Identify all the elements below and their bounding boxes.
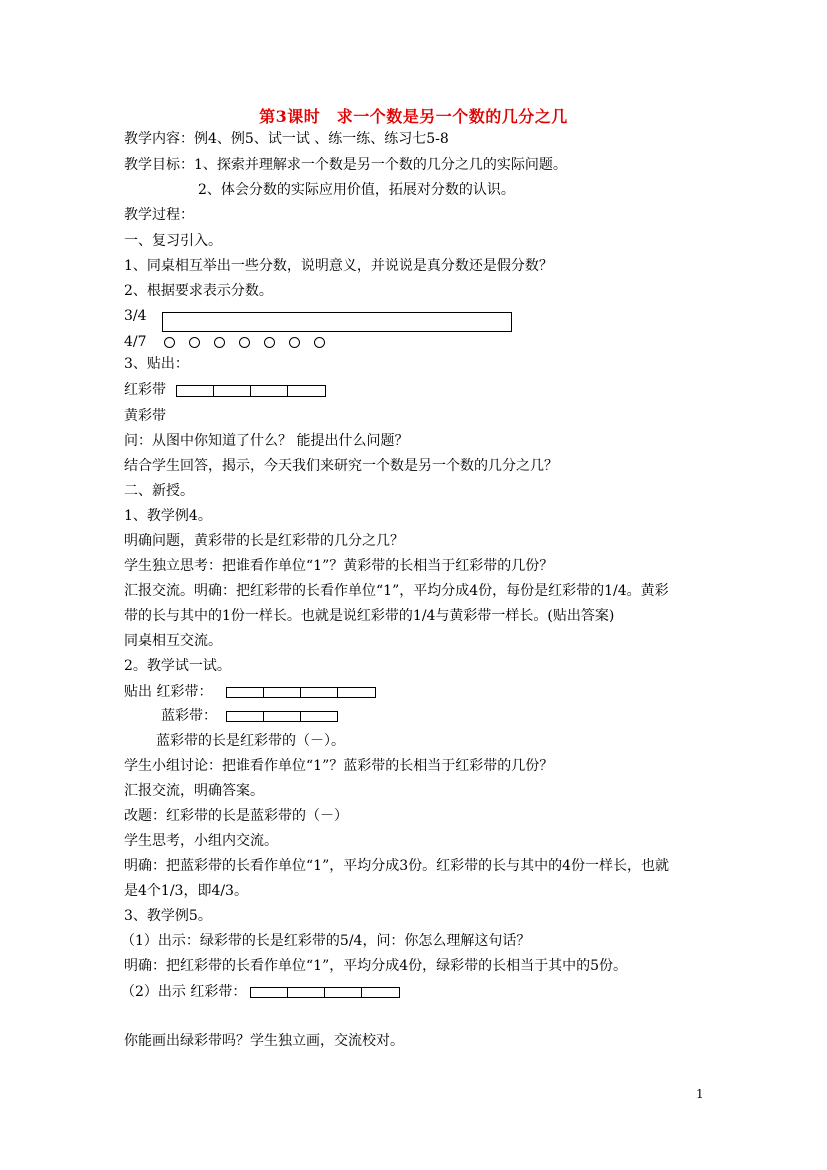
reveal-line: 结合学生回答，揭示，今天我们来研究一个数是另一个数的几分之几？ <box>124 458 558 474</box>
circle-shape <box>264 337 275 348</box>
try-group-discussion: 学生小组讨论：把谁看作单位“1”？蓝彩带的长相当于红彩带的几份？ <box>124 758 554 774</box>
example-4-heading: 1、教学例4。 <box>124 508 212 524</box>
example-4-report-1: 汇报交流。明确：把红彩带的长看作单位“1”，平均分成4份，每份是红彩带的1/4。黄彩 <box>124 583 669 599</box>
yellow-ribbon-label: 黄彩带 <box>124 408 166 424</box>
teaching-goal-1: 教学目标：1、探索并理解求一个数是另一个数的几分之几的实际问题。 <box>124 157 567 173</box>
fraction-3-4-label: 3/4 <box>124 308 147 324</box>
example-5-red-ribbon-bar <box>250 987 400 998</box>
red-ribbon-bar <box>176 385 326 397</box>
try-post-label: 贴出 红彩带： <box>124 684 213 700</box>
example-5-show: （1）出示：绿彩带的长是红彩带的5/4，问：你怎么理解这句话？ <box>121 933 531 949</box>
try-think: 学生思考，小组内交流。 <box>124 833 278 849</box>
item-3: 3、贴出： <box>124 356 189 372</box>
lesson-title: 第3课时 求一个数是另一个数的几分之几 <box>259 107 568 126</box>
example-5-heading: 3、教学例5。 <box>124 908 212 924</box>
ribbon-divider <box>361 988 362 997</box>
circle-shape <box>239 337 250 348</box>
circle-shape <box>189 337 200 348</box>
example-5-draw: 你能画出绿彩带吗？学生独立画，交流校对。 <box>124 1033 404 1049</box>
circle-shape <box>214 337 225 348</box>
circle-shape <box>164 337 175 348</box>
question-line: 问：从图中你知道了什么？ 能提出什么问题？ <box>124 433 409 449</box>
fraction-4-7-label: 4/7 <box>124 334 147 350</box>
ribbon-divider <box>337 688 338 697</box>
ribbon-divider <box>300 712 301 721</box>
try-clarify-2: 是4个1/3，即4/3。 <box>124 883 248 899</box>
try-blue-label: 蓝彩带： <box>161 708 217 724</box>
example-4-pair: 同桌相互交流。 <box>124 633 222 649</box>
try-change: 改题：红彩带的长是蓝彩带的（－） <box>124 808 348 824</box>
ribbon-divider <box>213 386 214 396</box>
red-ribbon-label: 红彩带 <box>124 382 166 398</box>
page-number: 1 <box>696 1087 704 1101</box>
section-2-heading: 二、新授。 <box>124 483 194 499</box>
fraction-bar <box>162 312 512 332</box>
try-heading: 2。教学试一试。 <box>124 658 231 674</box>
example-4-report-2: 带的长与其中的1份一样长。也就是说红彩带的1/4与黄彩带一样长。(贴出答案) <box>124 608 615 624</box>
try-question: 蓝彩带的长是红彩带的（－）。 <box>156 733 345 749</box>
ribbon-divider <box>263 688 264 697</box>
ribbon-divider <box>250 386 251 396</box>
section-1-item-2: 2、根据要求表示分数。 <box>124 283 273 299</box>
teaching-content: 教学内容：例4、例5、试一试 、练一练、练习七5-8 <box>124 131 449 147</box>
example-5-clarify: 明确：把红彩带的长看作单位“1”，平均分成4份，绿彩带的长相当于其中的5份。 <box>124 958 628 974</box>
example-4-think: 学生独立思考：把谁看作单位“1”？黄彩带的长相当于红彩带的几份？ <box>124 558 554 574</box>
ribbon-divider <box>263 712 264 721</box>
section-1-heading: 一、复习引入。 <box>124 233 222 249</box>
circle-shape <box>289 337 300 348</box>
ribbon-divider <box>300 688 301 697</box>
ribbon-divider <box>324 988 325 997</box>
teaching-process-label: 教学过程： <box>124 207 194 223</box>
try-clarify-1: 明确：把蓝彩带的长看作单位“1”，平均分成3份。红彩带的长与其中的4份一样长，也就 <box>124 858 670 874</box>
circle-shape <box>314 337 325 348</box>
example-4-question: 明确问题，黄彩带的长是红彩带的几分之几？ <box>124 533 404 549</box>
teaching-goal-2: 2、体会分数的实际应用价值，拓展对分数的认识。 <box>198 182 515 198</box>
example-5-show-2: （2）出示 红彩带： <box>121 984 247 1000</box>
try-report: 汇报交流，明确答案。 <box>124 783 264 799</box>
ribbon-divider <box>287 386 288 396</box>
section-1-item-1: 1、同桌相互举出一些分数，说明意义，并说说是真分数还是假分数？ <box>124 258 553 274</box>
try-blue-ribbon-bar <box>226 711 338 722</box>
try-red-ribbon-bar <box>226 687 376 698</box>
ribbon-divider <box>287 988 288 997</box>
